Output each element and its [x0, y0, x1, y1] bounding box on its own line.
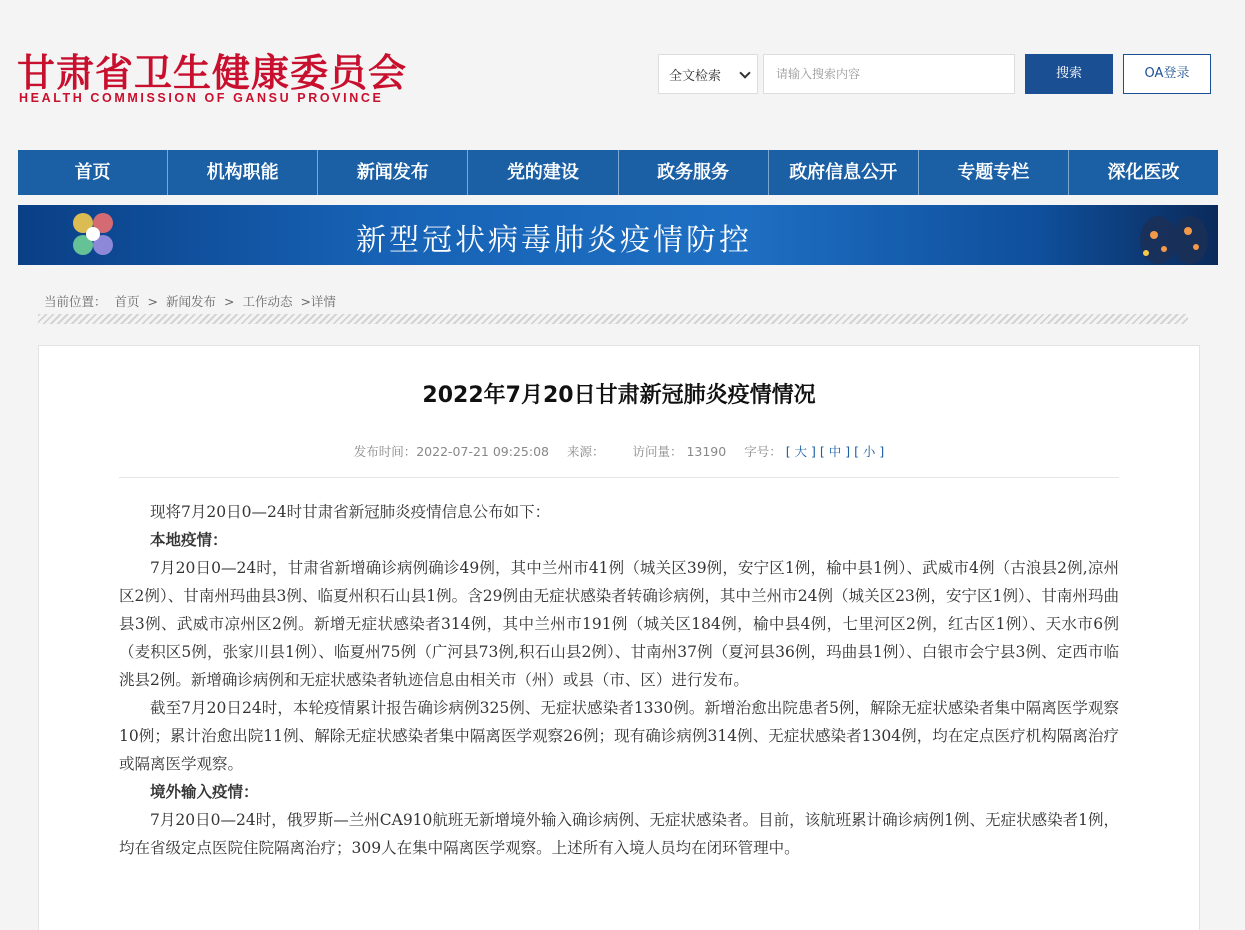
oa-login-button[interactable]: OA登录	[1123, 54, 1211, 94]
nav-item-news[interactable]: 新闻发布	[318, 150, 468, 195]
visits-count: 13190	[686, 444, 727, 459]
publish-time-label: 发布时间：	[353, 444, 417, 459]
breadcrumb	[44, 292, 340, 310]
main-nav	[18, 150, 1218, 195]
search-input[interactable]: 请输入搜索内容	[763, 54, 1015, 94]
chevron-down-icon	[739, 67, 750, 78]
nav-item-disclosure[interactable]: 政府信息公开	[769, 150, 919, 195]
nav-item-party[interactable]: 党的建设	[468, 150, 618, 195]
section-heading-imported: 境外输入疫情：	[150, 782, 259, 801]
breadcrumb-home[interactable]: 首页	[114, 294, 140, 309]
nav-item-organization[interactable]: 机构职能	[168, 150, 318, 195]
breadcrumb-prefix: 当前位置：	[44, 294, 107, 309]
publish-time: 2022-07-21 09:25:08	[416, 444, 549, 459]
article-panel	[38, 345, 1200, 930]
nav-item-reform[interactable]: 深化医改	[1107, 162, 1180, 183]
font-size-large-link[interactable]: [ 大 ]	[785, 444, 816, 459]
search-scope-value: 全文检索	[669, 68, 722, 84]
covid-banner[interactable]	[18, 205, 1218, 265]
site-logo-cn[interactable]: 甘肃省卫生健康委员会	[17, 51, 408, 95]
breadcrumb-separator: >	[223, 294, 235, 309]
search-button[interactable]: 搜索	[1025, 54, 1113, 94]
section-heading-local: 本地疫情：	[150, 530, 228, 549]
clover-logo-icon	[58, 205, 128, 265]
font-size-label: 字号：	[744, 444, 782, 459]
article-content	[119, 498, 1119, 862]
meta-divider	[119, 477, 1119, 478]
lungs-icon	[1128, 205, 1218, 265]
breadcrumb-work-updates[interactable]: 工作动态	[242, 294, 293, 309]
article-meta	[39, 442, 1199, 460]
nav-item-topics[interactable]: 专题专栏	[919, 150, 1069, 195]
article-paragraph: 7月20日0—24时，俄罗斯—兰州CA910航班无新增境外输入确诊病例、无症状感染者。目前，该航班累计确诊病例1例、无症状感染者1例，均在省级定点医院住院隔离治疗；309人在集中隔离医学观察。上述所有入境人员均在闭环管理中。	[119, 811, 1119, 857]
article-title: 2022年7月20日甘肃新冠肺炎疫情情况	[422, 383, 816, 408]
banner-title: 新型冠状病毒肺炎疫情防控	[356, 223, 752, 258]
font-size-small-link[interactable]: [ 小 ]	[854, 444, 885, 459]
breadcrumb-divider	[38, 314, 1188, 324]
article-paragraph: 截至7月20日24时，本轮疫情累计报告确诊病例325例、无症状感染者1330例。新增治愈出院患者5例，解除无症状感染者集中隔离医学观察10例；累计治愈出院11例、解除无症状感染者集中隔离医学观察26例；现有确诊病例314例、无症状感染者1304例，均在定点医疗机构隔离治疗或隔离医学观察。	[119, 699, 1119, 773]
search-scope-select[interactable]	[658, 54, 758, 94]
site-logo-en: HEALTH COMMISSION OF GANSU PROVINCE	[19, 91, 384, 105]
source-label: 来源：	[566, 444, 605, 459]
breadcrumb-news[interactable]: 新闻发布	[165, 294, 216, 309]
breadcrumb-separator: >	[147, 294, 158, 309]
visits-label: 访问量：	[632, 444, 683, 459]
font-size-medium-link[interactable]: [ 中 ]	[819, 444, 851, 459]
article-paragraph: 7月20日0—24时，甘肃省新增确诊病例确诊49例，其中兰州市41例（城关区39例，安宁区1例，榆中县1例）、武威市4例（古浪县2例,凉州区2例）、甘南州玛曲县3例、临夏州积石山县1例。含29例由无症状感染者转确诊病例，其中兰州市24例（城关区23例，安宁区1例）、甘南州玛曲县3例、武威市凉州区2例。新增无症状感染者314例，其中兰州市191例（城关区184例，榆中县4例，七里河区2例，红古区1例）、天水市6例（麦积区5例，张家川县1例）、临夏州75例（广河县73例,积石山县2例）、甘南州37例（夏河县36例，玛曲县1例）、白银市会宁县3例、定西市临洮县2例。新增确诊病例和无症状感染者轨迹信息由相关市（州）或县（市、区）进行发布。	[119, 559, 1119, 689]
nav-item-services[interactable]: 政务服务	[619, 150, 769, 195]
nav-item-home[interactable]: 首页	[18, 150, 168, 195]
breadcrumb-detail: >详情	[300, 294, 336, 309]
article-paragraph: 现将7月20日0—24时甘肃省新冠肺炎疫情信息公布如下：	[150, 503, 551, 521]
site-header	[0, 0, 1245, 150]
